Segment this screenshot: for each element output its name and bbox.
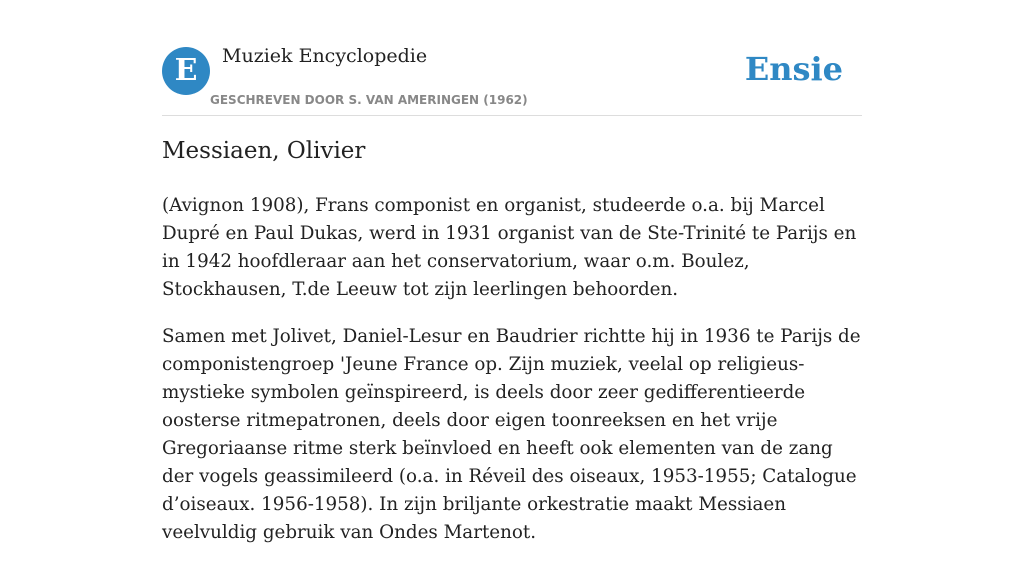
author-byline: GESCHREVEN DOOR S. VAN AMERINGEN (1962) <box>210 93 528 107</box>
entry-title: Messiaen, Olivier <box>162 138 366 164</box>
ensie-brand-logo[interactable]: Ensie <box>744 50 843 88</box>
entry-body <box>162 192 862 566</box>
entry-paragraph: (Avignon 1908), Frans componist en organist, studeerde o.a. bij Marcel Dupré en Paul Dukas, werd in 1931 organist van de Ste-Trinité te Parijs en in 1942 hoofdleraar aan het conservatorium, waar o.m. Boulez, Stockhausen, T.de Leeuw tot zijn leerlingen behoorden. <box>162 195 857 300</box>
encyclopedia-logo-icon[interactable]: E <box>162 47 210 95</box>
entry-paragraph: Samen met Jolivet, Daniel-Lesur en Baudrier richtte hij in 1936 te Parijs de componistengroep 'Jeune France op. Zijn muziek, veelal op religieus-mystieke symbolen geïnspireerd, is deels door zeer gedifferentieerde oosterse ritmepatronen, deels door eigen toonreeksen en het vrije Gregoriaanse ritme sterk beïnvloed en heeft ook elementen van de zang der vogels geassimileerd (o.a. in Réveil des oiseaux, 1953-1955; Catalogue d’oiseaux. 1956-1958). In zijn briljante orkestratie maakt Messiaen veelvuldig gebruik van Ondes Martenot. <box>162 326 861 543</box>
source-title-link[interactable]: Muziek Encyclopedie <box>222 45 428 67</box>
header <box>162 0 862 116</box>
